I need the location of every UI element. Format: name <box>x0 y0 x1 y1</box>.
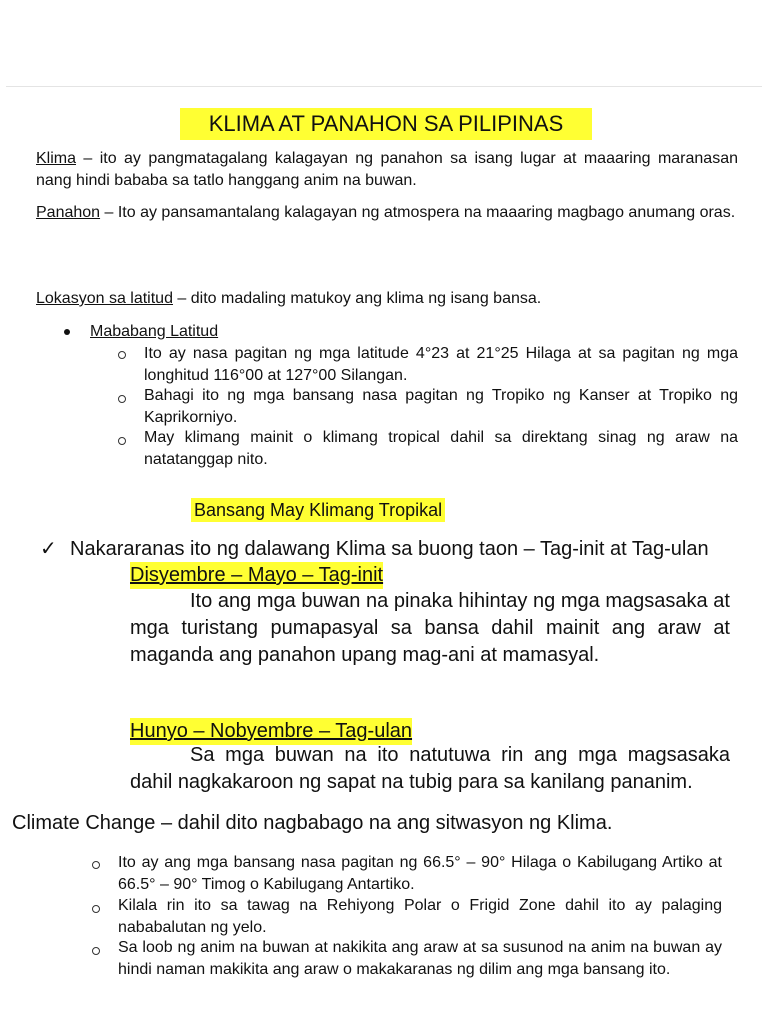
taginit-heading: Disyembre – Mayo – Tag-init <box>130 562 383 589</box>
lokasyon-term: Lokasyon sa latitud <box>36 290 173 307</box>
lokasyon-text: – dito madaling matukoy ang klima ng isang bansa. <box>172 290 542 307</box>
check-icon: ✓ <box>40 538 57 560</box>
circle-bullet-icon <box>92 861 100 869</box>
circle-bullet-icon <box>118 395 126 403</box>
mababang-item: May klimang mainit o klimang tropical dahil sa direktang sinag ng araw na natatanggap nito. <box>144 429 738 468</box>
mababang-heading: Mababang Latitud <box>90 323 219 340</box>
mababang-item: Bahagi ito ng mga bansang nasa pagitan ng Tropiko ng Kanser at Tropiko ng Kaprikorniyo. <box>144 387 738 426</box>
klima-term: Klima <box>36 150 77 167</box>
panahon-term: Panahon <box>36 204 101 221</box>
climate-change-line: Climate Change – dahil dito nagbabago na ang sitwasyon ng Klima. <box>12 812 613 834</box>
klima-text: – ito ay pangmatagalang kalagayan ng panahon sa isang lugar at maaaring maranasan nang hindi bababa sa tatlo hanggang anim na buwan. <box>36 150 738 189</box>
mababang-item: Ito ay nasa pagitan ng mga latitude 4°23 at 21°25 Hilaga at sa pagitan ng mga longhitud 116°00 at 127°00 Silangan. <box>144 345 738 384</box>
circle-bullet-icon <box>92 947 100 955</box>
panahon-definition <box>36 202 738 224</box>
tropikal-check-text: Nakararanas ito ng dalawang Klima sa buong taon – Tag-init at Tag-ulan <box>70 538 709 560</box>
polar-item: Kilala rin ito sa tawag na Rehiyong Polar o Frigid Zone dahil ito ay palaging nababalutan ng yelo. <box>118 897 722 936</box>
circle-bullet-icon <box>118 437 126 445</box>
lokasyon-line <box>36 288 738 310</box>
panahon-text: – Ito ay pansamantalang kalagayan ng atmospera na maaaring magbago anumang oras. <box>100 204 736 221</box>
tagulan-heading: Hunyo – Nobyembre – Tag-ulan <box>130 718 412 745</box>
page-title: KLIMA AT PANAHON SA PILIPINAS <box>180 108 592 140</box>
tropikal-heading: Bansang May Klimang Tropikal <box>191 498 445 522</box>
circle-bullet-icon <box>92 905 100 913</box>
polar-item: Sa loob ng anim na buwan at nakikita ang araw at sa susunod na anim na buwan ay hindi naman makikita ang araw o makakaranas ng dilim ang mga bansang ito. <box>118 939 722 978</box>
circle-bullet-icon <box>118 351 126 359</box>
bullet-icon <box>64 329 70 335</box>
klima-definition <box>36 148 738 192</box>
polar-item: Ito ay ang mga bansang nasa pagitan ng 66.5° – 90° Hilaga o Kabilugang Artiko at 66.5° – 90° Timog o Kabilugang Antartiko. <box>118 854 722 893</box>
tagulan-text: Sa mga buwan na ito natutuwa rin ang mga magsasaka dahil nagkakaroon ng sapat na tubig para sa kanilang pananim. <box>130 744 730 793</box>
page-top-divider <box>6 86 762 87</box>
taginit-text: Ito ang mga buwan na pinaka hihintay ng mga magsasaka at mga turistang pumapasyal sa bansa dahil mainit ang araw at maganda ang panahon upang mag-ani at mamasyal. <box>130 590 730 666</box>
